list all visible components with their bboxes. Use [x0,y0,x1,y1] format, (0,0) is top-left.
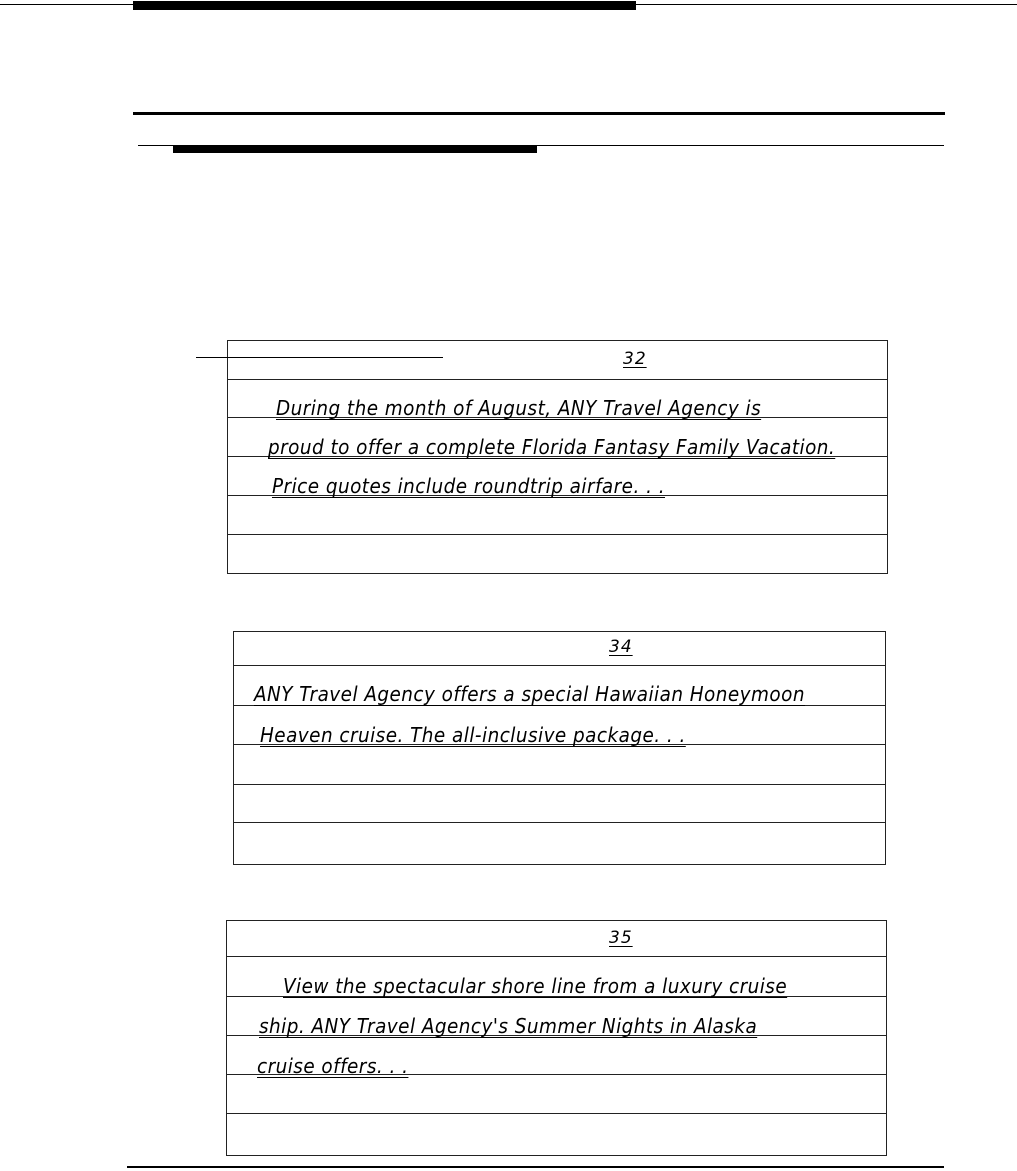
form-number: 32 [623,349,647,369]
handwritten-line: cruise offers. . . [257,1054,409,1078]
notepad-form-34 [233,631,886,865]
notepad-form-32 [227,340,888,574]
footer-rule [127,1166,944,1168]
handwritten-line: During the month of August, ANY Travel Agency is [276,396,762,420]
handwritten-line: proud to offer a complete Florida Fantasy Family Vacation. [268,435,836,459]
notepad-form-35 [226,920,887,1156]
handwritten-line: ship. ANY Travel Agency's Summer Nights in Alaska [259,1014,758,1038]
handwritten-line: Price quotes include roundtrip airfare. . . [272,474,666,498]
handwritten-line: Heaven cruise. The all-inclusive package. . . [260,723,686,747]
redacted-subheading-bar [173,146,537,153]
section-divider [133,112,945,115]
handwritten-line: ANY Travel Agency offers a special Hawaiian Honeymoon [254,682,805,706]
handwritten-line: View the spectacular shore line from a luxury cruise [283,974,788,998]
form-number: 35 [609,928,633,948]
form-32-leader-line [196,357,443,358]
redacted-heading-bar [133,1,636,10]
form-number: 34 [609,637,633,657]
